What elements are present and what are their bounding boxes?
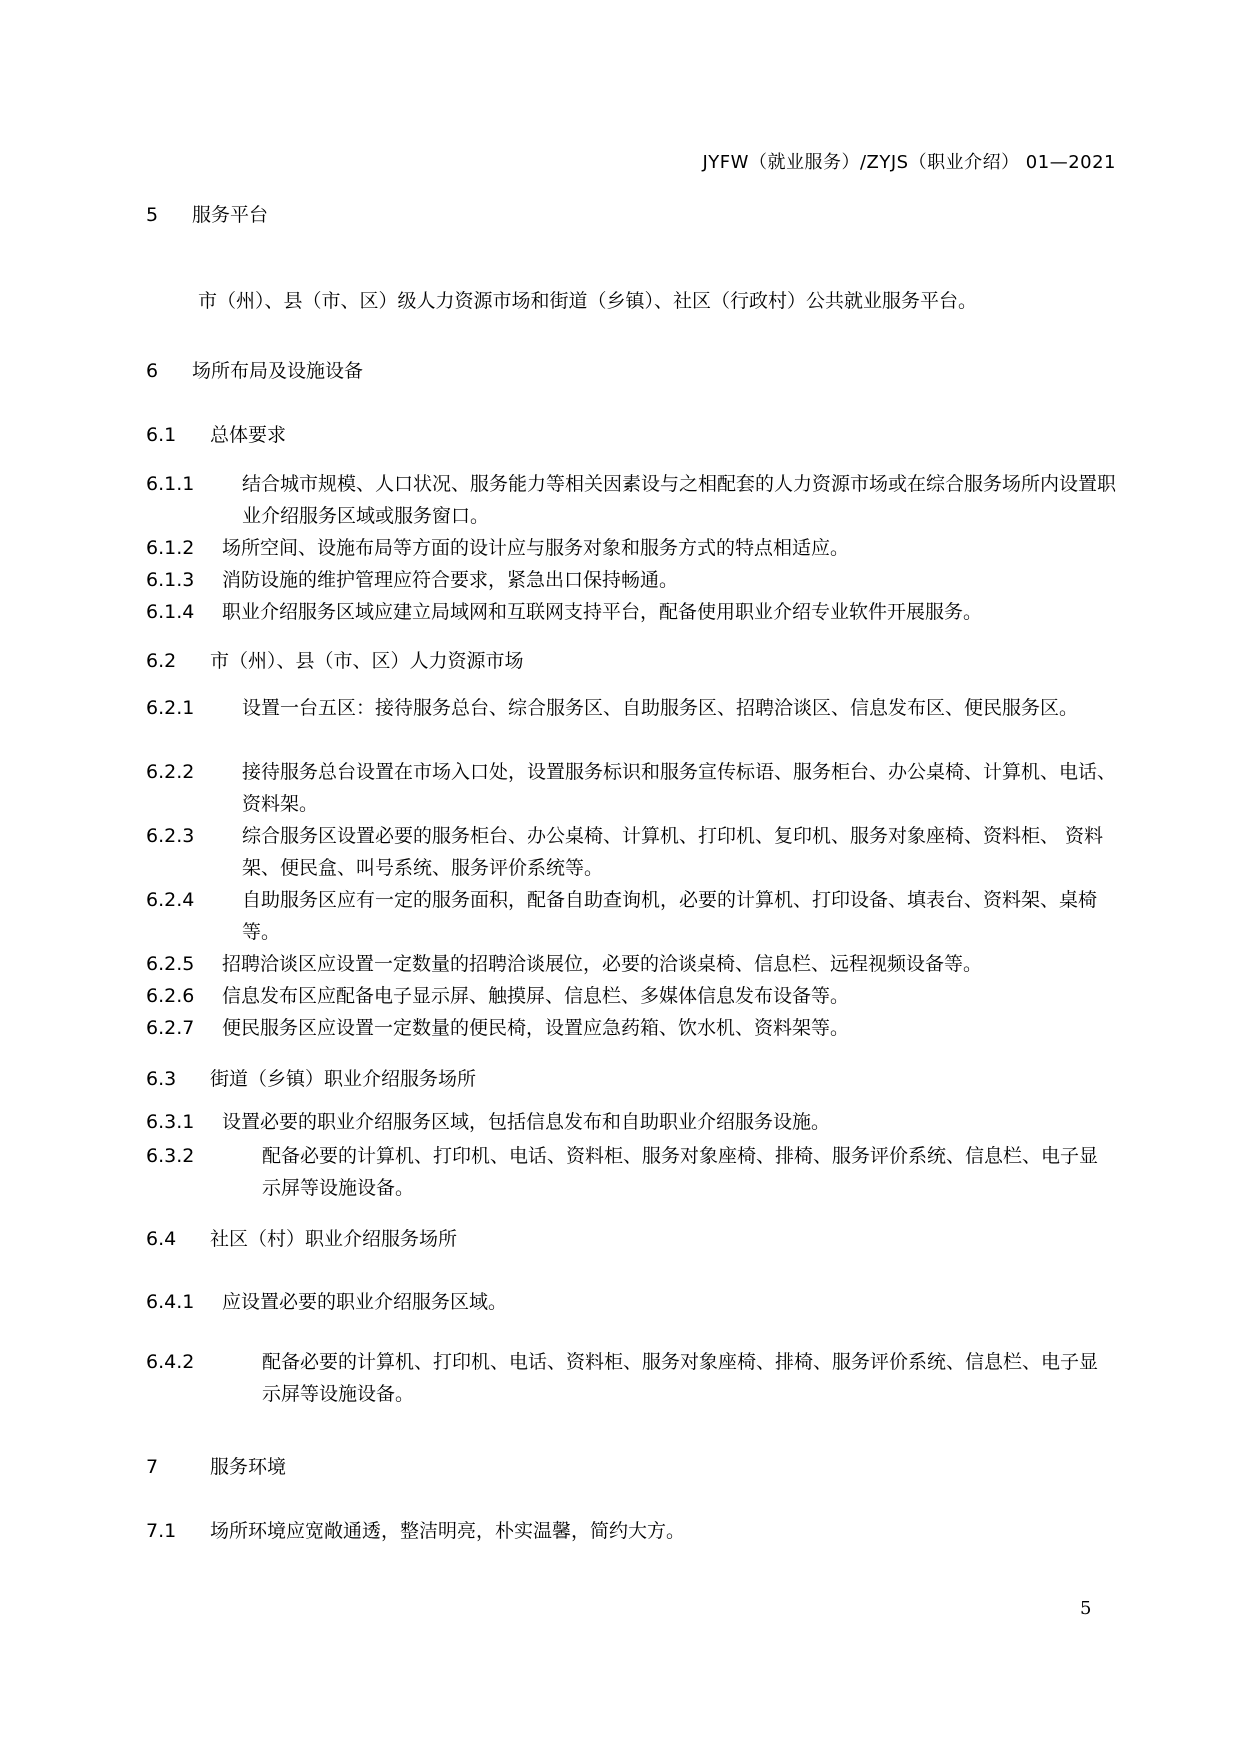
- page-number: 5: [1080, 1598, 1092, 1619]
- clause-text: 场所环境应宽敞通透，整洁明亮，朴实温馨，简约大方。: [210, 1520, 686, 1542]
- clause-number: 6.1.3: [146, 569, 195, 591]
- clause-number: 6.2.5: [146, 953, 195, 975]
- subsection-6-1-heading: [146, 420, 1116, 447]
- clause-number: 6.2.6: [146, 985, 195, 1007]
- section-title: 场所布局及设施设备: [192, 360, 364, 382]
- clause-6-1-2: [146, 532, 1116, 564]
- clause-text: 结合城市规模、人口状况、服务能力等相关因素设与之相配套的人力资源市场或在综合服务场所内设置职业介绍服务区域或服务窗口。: [242, 473, 1117, 527]
- clause-6-2-4: [146, 884, 1116, 948]
- clause-text: 招聘洽谈区应设置一定数量的招聘洽谈展位，必要的洽谈桌椅、信息栏、远程视频设备等。: [222, 953, 983, 975]
- section-5-heading: [146, 200, 1116, 227]
- section-title: 服务环境: [210, 1456, 287, 1478]
- clause-6-2-2: [146, 756, 1116, 820]
- clause-text: 综合服务区设置必要的服务柜台、办公桌椅、计算机、打印机、复印机、服务对象座椅、资料柜、 资料架、便民盒、叫号系统、服务评价系统等。: [242, 825, 1104, 879]
- clause-number: 6.4.2: [146, 1351, 195, 1373]
- document-code-header: JYFW（就业服务）/ZYJS（职业介绍） 01—2021: [702, 152, 1116, 173]
- clause-text: 消防设施的维护管理应符合要求，紧急出口保持畅通。: [222, 569, 679, 591]
- clause-text: 职业介绍服务区域应建立局域网和互联网支持平台，配备使用职业介绍专业软件开展服务。: [222, 601, 983, 623]
- subsection-title: 市（州）、县（市、区）人力资源市场: [210, 650, 524, 672]
- section-title: 服务平台: [192, 204, 269, 226]
- clause-number: 6.1.1: [146, 473, 195, 495]
- subsection-title: 社区（村）职业介绍服务场所: [210, 1228, 458, 1250]
- subsection-number: 6.1: [146, 424, 177, 446]
- clause-text: 配备必要的计算机、打印机、电话、资料柜、服务对象座椅、排椅、服务评价系统、信息栏、电子显示屏等设施设备。: [262, 1351, 1099, 1405]
- clause-text: 接待服务总台设置在市场入口处，设置服务标识和服务宣传标语、服务柜台、办公桌椅、计算机、电话、资料架。: [242, 761, 1117, 815]
- clause-number: 6.1.2: [146, 537, 195, 559]
- clause-6-3-1: [146, 1106, 1116, 1138]
- section-5-paragraph: 市（州）、县（市、区）级人力资源市场和街道（乡镇）、社区（行政村）公共就业服务平台。: [198, 290, 978, 312]
- clause-number: 6.2.3: [146, 825, 195, 847]
- section-6-heading: [146, 356, 1116, 383]
- clause-number: 6.3.1: [146, 1111, 195, 1133]
- clause-number: 6.3.2: [146, 1145, 195, 1167]
- clause-text: 设置必要的职业介绍服务区域，包括信息发布和自助职业介绍服务设施。: [222, 1111, 831, 1133]
- clause-text: 便民服务区应设置一定数量的便民椅，设置应急药箱、饮水机、资料架等。: [222, 1017, 850, 1039]
- section-number: 5: [146, 204, 159, 226]
- clause-6-2-6: [146, 980, 1116, 1012]
- clause-number: 6.2.4: [146, 889, 195, 911]
- section-7-heading: [146, 1452, 1116, 1479]
- clause-6-4-2: [146, 1346, 1116, 1410]
- subsection-6-4-heading: [146, 1224, 1116, 1251]
- subsection-number: 6.4: [146, 1228, 177, 1250]
- subsection-title: 总体要求: [210, 424, 287, 446]
- subsection-title: 街道（乡镇）职业介绍服务场所: [210, 1068, 477, 1090]
- clause-6-2-5: [146, 948, 1116, 980]
- clause-text: 设置一台五区：接待服务总台、综合服务区、自助服务区、招聘洽谈区、信息发布区、便民服务区。: [242, 697, 1079, 719]
- clause-number: 6.2.1: [146, 697, 195, 719]
- subsection-6-3-heading: [146, 1064, 1116, 1091]
- subsection-6-2-heading: [146, 646, 1116, 673]
- clause-text: 配备必要的计算机、打印机、电话、资料柜、服务对象座椅、排椅、服务评价系统、信息栏、电子显示屏等设施设备。: [262, 1145, 1099, 1199]
- clause-number: 6.2.2: [146, 761, 195, 783]
- clause-6-2-1: [146, 692, 1116, 724]
- clause-6-1-3: [146, 564, 1116, 596]
- clause-text: 自助服务区应有一定的服务面积，配备自助查询机，必要的计算机、打印设备、填表台、资料架、桌椅等。: [242, 889, 1098, 943]
- clause-7-1: [146, 1516, 1116, 1543]
- clause-number: 6.4.1: [146, 1291, 195, 1313]
- section-number: 7: [146, 1456, 159, 1478]
- clause-6-4-1: [146, 1286, 1116, 1318]
- clause-6-3-2: [146, 1140, 1116, 1204]
- clause-number: 6.1.4: [146, 601, 195, 623]
- subsection-number: 6.2: [146, 650, 177, 672]
- subsection-number: 6.3: [146, 1068, 177, 1090]
- clause-6-1-1: [146, 468, 1116, 532]
- clause-text: 应设置必要的职业介绍服务区域。: [222, 1291, 508, 1313]
- clause-6-2-3: [146, 820, 1116, 884]
- clause-number: 6.2.7: [146, 1017, 195, 1039]
- clause-text: 场所空间、设施布局等方面的设计应与服务对象和服务方式的特点相适应。: [222, 537, 850, 559]
- section-number: 6: [146, 360, 159, 382]
- clause-6-2-7: [146, 1012, 1116, 1044]
- clause-6-1-4: [146, 596, 1116, 628]
- clause-number: 7.1: [146, 1520, 177, 1542]
- clause-text: 信息发布区应配备电子显示屏、触摸屏、信息栏、多媒体信息发布设备等。: [222, 985, 850, 1007]
